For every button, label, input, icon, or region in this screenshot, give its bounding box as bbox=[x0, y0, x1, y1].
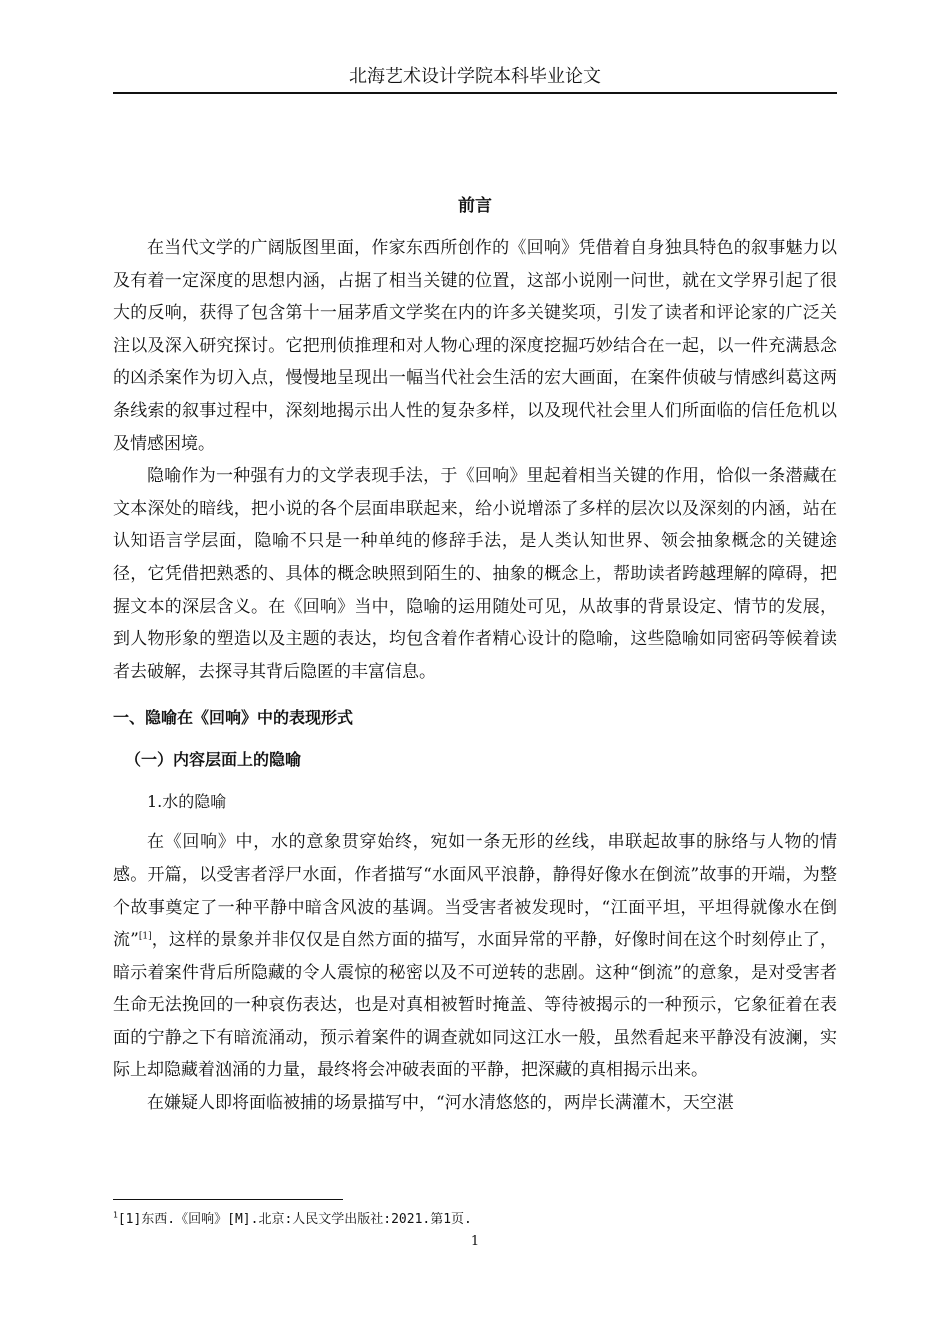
preface-paragraph-2: 隐喻作为一种强有力的文学表现手法，于《回响》里起着相当关键的作用，恰似一条潜藏在文本深处的暗线，把小说的各个层面串联起来，给小说增添了多样的层次以及深刻的内涵，站在认知语言学层面，隐喻不只是一种单纯的修辞手法，是人类认知世界、领会抽象概念的关键途径，它凭借把熟悉的、具体的概念映照到陌生的、抽象的概念上，帮助读者跨越理解的障碍，把握文本的深层含义。在《回响》当中，隐喻的运用随处可见，从故事的背景设定、情节的发展，到人物形象的塑造以及主题的表达，均包含着作者精心设计的隐喻，这些隐喻如同密码等候着读者去破解，去探寻其背后隐匿的丰富信息。 bbox=[113, 466, 837, 682]
paragraph-text-part-2: ，这样的景象并非仅仅是自然方面的描写，水面异常的平静，好像时间在这个时刻停止了，暗示着案件背后所隐藏的令人震惊的秘密以及不可逆转的悲剧。这种“倒流”的意象，是对受害者生命无法挽回的一种哀伤表达，也是对真相被暂时掩盖、等待被揭示的一种预示，它象征着在表面的宁静之下有暗流涌动，预示着案件的调查就如同这江水一般，虽然看起来平静没有波澜，实际上却隐藏着汹涌的力量，最终将会冲破表面的平静，把深藏的真相揭示出来。 bbox=[113, 930, 837, 1081]
citation-ref[interactable]: [1] bbox=[138, 931, 152, 942]
page-number: 1 bbox=[470, 1234, 480, 1249]
footnote-text: [1]东西.《回响》[M].北京:人民文学出版社:2021.第1页. bbox=[117, 1212, 472, 1227]
subsection-heading: （一）内容层面上的隐喻 bbox=[125, 750, 302, 770]
header-divider bbox=[113, 92, 837, 94]
footnote bbox=[113, 1210, 837, 1230]
sub-subsection-heading: 1.水的隐喻 bbox=[147, 792, 227, 812]
arrest-scene-paragraph: 在嫌疑人即将面临被捕的场景描写中，“河水清悠悠的，两岸长满灌木，天空湛 bbox=[147, 1093, 734, 1114]
paragraph-text-part-1: 在《回响》中，水的意象贯穿始终，宛如一条无形的丝线，串联起故事的脉络与人物的情感。开篇，以受害者浮尸水面，作者描写“水面风平浪静，静得好像水在倒流”故事的开端，为整个故事奠定了一种平静中暗含风波的基调。当受害者被发现时，“江面平坦，平坦得就像水在倒流” bbox=[113, 832, 837, 951]
page-header: 北海艺术设计学院本科毕业论文 bbox=[349, 66, 601, 87]
chapter-heading: 一、隐喻在《回响》中的表现形式 bbox=[113, 708, 354, 728]
water-metaphor-paragraph bbox=[113, 826, 837, 1087]
preface-paragraph-1: 在当代文学的广阔版图里面，作家东西所创作的《回响》凭借着自身独具特色的叙事魅力以及有着一定深度的思想内涵，占据了相当关键的位置，这部小说刚一问世，就在文学界引起了很大的反响，获得了包含第十一届茅盾文学奖在内的许多关键奖项，引发了读者和评论家的广泛关注以及深入研究探讨。它把刑侦推理和对人物心理的深度挖掘巧妙结合在一起，以一件充满悬念的凶杀案作为切入点，慢慢地呈现出一幅当代社会生活的宏大画面，在案件侦破与情感纠葛这两条线索的叙事过程中，深刻地揭示出人性的复杂多样，以及现代社会里人们所面临的信任危机以及情感困境。 bbox=[113, 238, 837, 454]
section-title: 前言 bbox=[458, 196, 492, 216]
footnote-mark: 1 bbox=[113, 1210, 118, 1220]
main-text bbox=[113, 190, 837, 1120]
footnote-divider bbox=[113, 1199, 343, 1200]
